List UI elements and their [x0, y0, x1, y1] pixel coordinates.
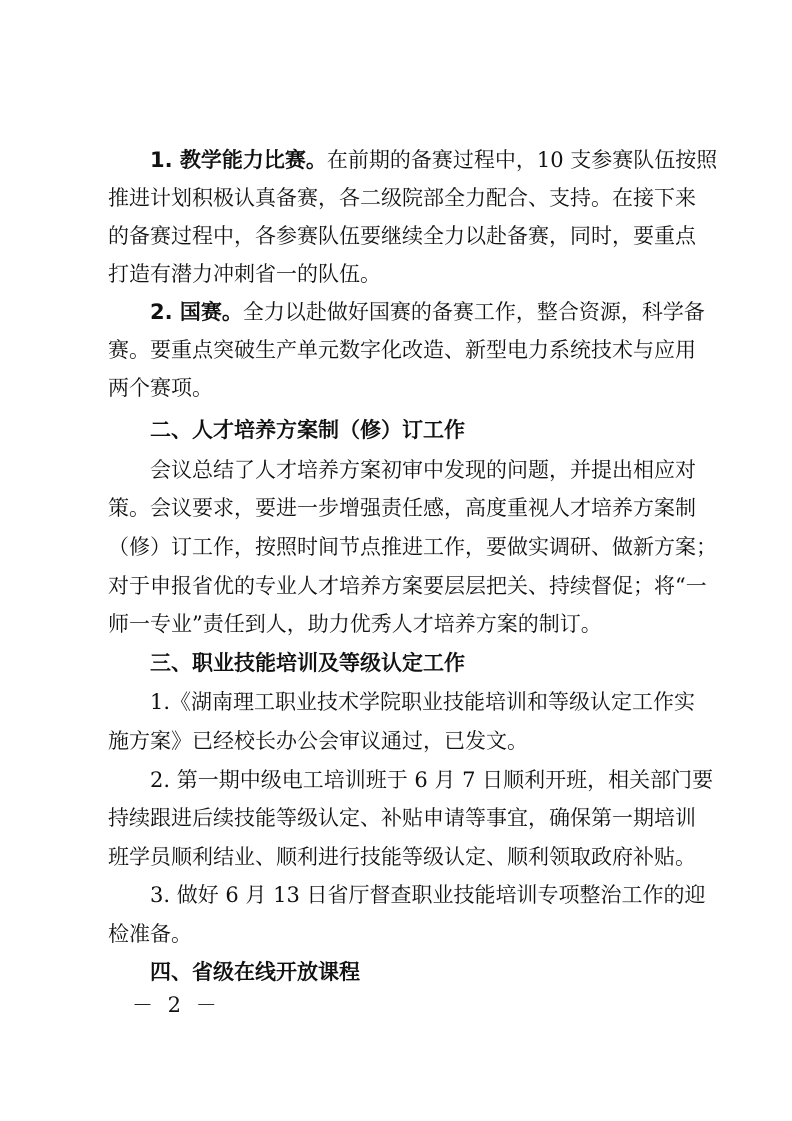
- section-heading: 二、人才培养方案制（修）订工作: [150, 418, 465, 442]
- paragraph-line: 1.《湖南理工职业技术学院职业技能培训和等级认定工作实: [150, 690, 696, 714]
- paragraph-line: 2. 第一期中级电工培训班于 6 月 7 日顺利开班，相关部门要: [150, 768, 714, 792]
- paragraph-line: （修）订工作，按照时间节点推进工作，要做实调研、做新方案；: [108, 535, 717, 559]
- paragraph-line: [150, 145, 718, 175]
- section-heading: 四、省级在线开放课程: [150, 960, 360, 984]
- paragraph-line: 赛。要重点突破生产单元数字化改造、新型电力系统技术与应用: [108, 338, 696, 362]
- page-number: － 2 －: [132, 993, 221, 1017]
- paragraph-line: 两个赛项。: [108, 376, 213, 400]
- paragraph-line: [150, 297, 705, 327]
- item-label: 1. 教学能力比赛。: [150, 148, 327, 172]
- paragraph-text: 在前期的备赛过程中，10 支参赛队伍按照: [326, 148, 718, 172]
- paragraph-line: 施方案》已经校长办公会审议通过，已发文。: [108, 729, 528, 753]
- paragraph-line: 打造有潜力冲刺省一的队伍。: [108, 262, 381, 286]
- paragraph-line: 3. 做好 6 月 13 日省厅督查职业技能培训专项整治工作的迎: [150, 883, 706, 907]
- paragraph-line: 策。会议要求，要进一步增强责任感，高度重视人才培养方案制: [108, 496, 696, 520]
- paragraph-line: 的备赛过程中，各参赛队伍要继续全力以赴备赛，同时，要重点: [108, 224, 696, 248]
- item-label: 2. 国赛。: [150, 300, 243, 324]
- section-heading: 三、职业技能培训及等级认定工作: [150, 651, 465, 675]
- paragraph-text: 全力以赴做好国赛的备赛工作，整合资源，科学备: [242, 300, 705, 324]
- paragraph-line: 师一专业”责任到人，助力优秀人才培养方案的制订。: [108, 612, 602, 636]
- paragraph-line: 推进计划积极认真备赛，各二级院部全力配合、支持。在接下来: [108, 186, 696, 210]
- paragraph-line: 持续跟进后续技能等级认定、补贴申请等事宜，确保第一期培训: [108, 806, 696, 830]
- paragraph-line: 班学员顺利结业、顺利进行技能等级认定、顺利领取政府补贴。: [108, 845, 696, 869]
- paragraph-line: 会议总结了人才培养方案初审中发现的问题，并提出相应对: [150, 458, 696, 482]
- paragraph-line: 检准备。: [108, 922, 192, 946]
- paragraph-line: 对于申报省优的专业人才培养方案要层层把关、持续督促；将“一: [108, 574, 707, 598]
